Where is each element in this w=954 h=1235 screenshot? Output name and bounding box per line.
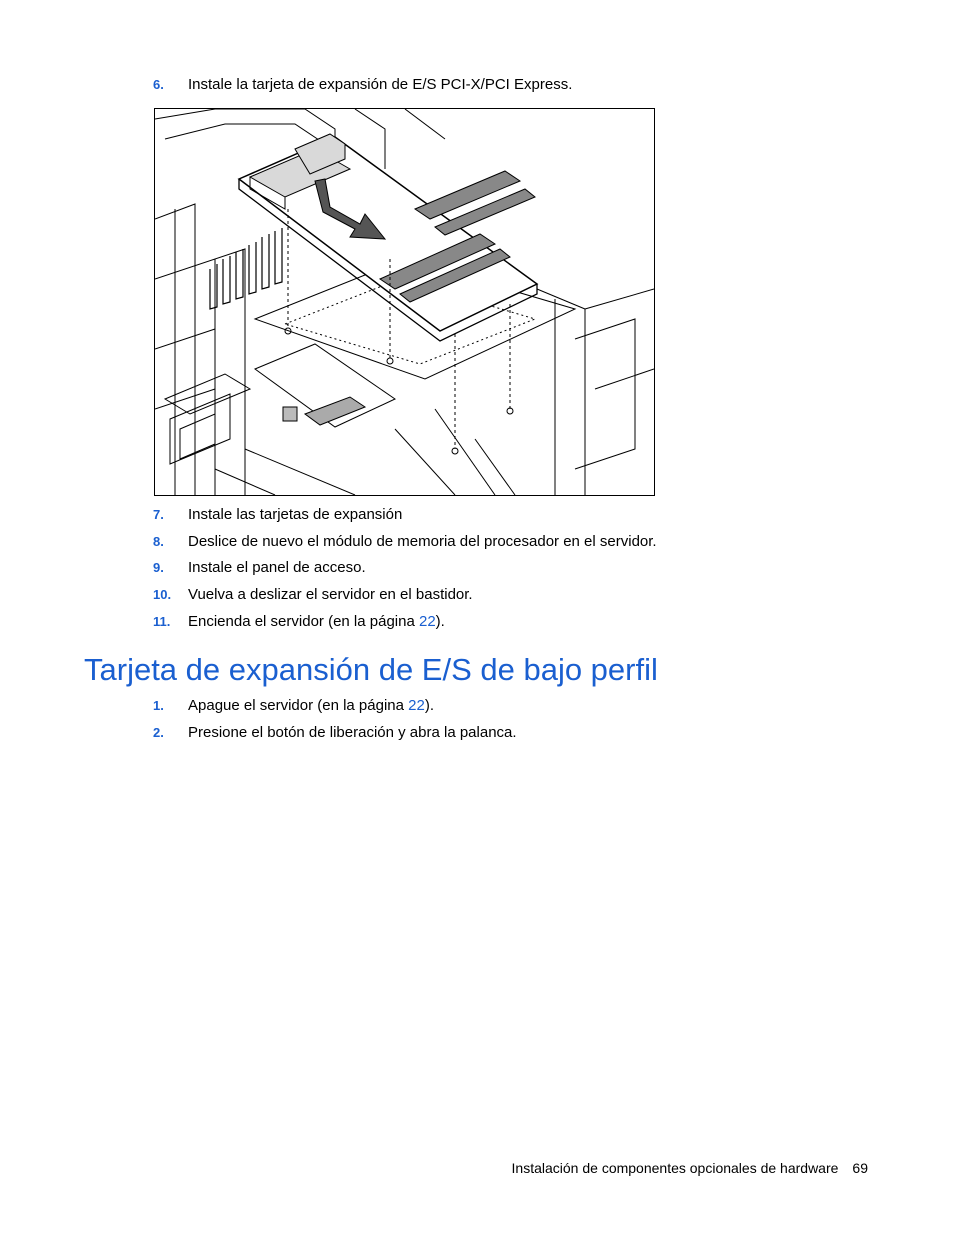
step-text bbox=[188, 695, 434, 717]
server-chassis-drawing bbox=[155, 109, 654, 495]
step-number: 2. bbox=[153, 725, 164, 740]
step-number: 1. bbox=[153, 698, 164, 713]
step-text-after: ). bbox=[435, 613, 445, 630]
step-text: Presione el botón de liberación y abra la palanca. bbox=[188, 724, 517, 741]
step-number: 7. bbox=[153, 507, 164, 522]
step-text bbox=[188, 611, 445, 633]
step-number: 6. bbox=[153, 77, 164, 92]
section-title: Tarjeta de expansión de E/S de bajo perfil bbox=[84, 652, 658, 687]
step-text-before: Encienda el servidor (en la página bbox=[188, 613, 419, 630]
step-number: 8. bbox=[153, 534, 164, 549]
step-text-after: ). bbox=[424, 697, 435, 714]
page-footer bbox=[512, 1158, 868, 1178]
page-link[interactable]: 22 bbox=[408, 697, 425, 714]
step-number: 10. bbox=[153, 587, 172, 602]
step-text: Instale el panel de acceso. bbox=[188, 559, 366, 576]
step-text: Deslice de nuevo el módulo de memoria del procesador en el servidor. bbox=[188, 533, 657, 550]
step-number: 9. bbox=[153, 560, 164, 575]
expansion-board-illustration bbox=[154, 108, 655, 496]
page-number: 69 bbox=[852, 1160, 868, 1176]
step-text: Instale las tarjetas de expansión bbox=[188, 506, 403, 523]
footer-text: Instalación de componentes opcionales de hardware bbox=[511, 1160, 839, 1176]
step-text: Vuelva a deslizar el servidor en el bastidor. bbox=[188, 586, 473, 603]
step-text-before: Apague el servidor (en la página bbox=[188, 697, 409, 714]
step-text: Instale la tarjeta de expansión de E/S PCI-X/PCI Express. bbox=[188, 76, 573, 93]
step-number: 11. bbox=[153, 614, 171, 629]
page-link[interactable]: 22 bbox=[418, 613, 436, 630]
